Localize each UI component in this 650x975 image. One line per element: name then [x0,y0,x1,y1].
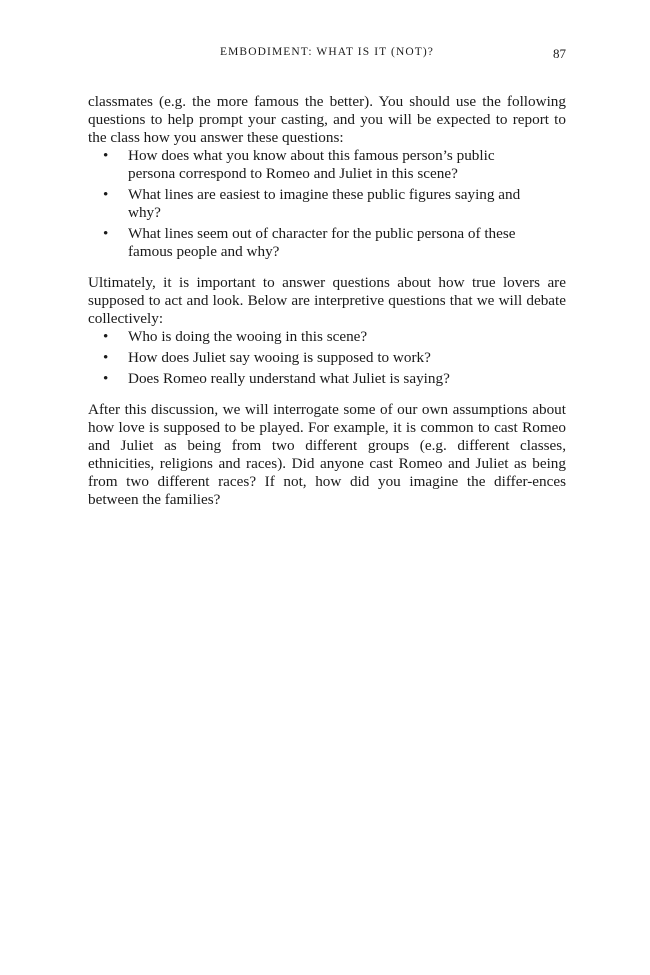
interpretive-questions-list [88,328,566,388]
bullet-icon: • [103,370,109,387]
page-number: 87 [553,46,566,61]
paragraph-assumptions-discussion: After this discussion, we will interrogate some of our own assumptions about how love is supposed to be played. For example, it is common to cast Romeo and Juliet as being from two different groups (e.g. different classes, ethnicities, religions and races). Did anyone cast Romeo and Juliet as being from two different races? If not, how did you imagine the differ-ences between the families? [88,401,566,508]
list-item [88,370,566,388]
list-item-text: How does Juliet say wooing is supposed to work? [128,349,431,366]
page-body [88,93,566,509]
bullet-icon: • [103,225,109,242]
list-item [88,186,566,222]
bullet-icon: • [103,349,109,366]
running-head [88,46,566,64]
bullet-icon: • [103,186,109,203]
paragraph-interpretive-intro: Ultimately, it is important to answer questions about how true lovers are supposed to act and look. Below are interpretive questions that we will debate collectively: [88,274,566,327]
list-item-text: What lines seem out of character for the public persona of these famous people and why? [128,225,516,260]
paragraph-casting-instructions: classmates (e.g. the more famous the better). You should use the following questions to help prompt your casting, and you will be expected to report to the class how you answer these questions: [88,93,566,146]
list-item-text: How does what you know about this famous person’s public persona correspond to Romeo and Juliet in this scene? [128,147,495,182]
list-item [88,147,566,183]
list-item-text: Does Romeo really understand what Juliet is saying? [128,370,450,387]
list-item-text: Who is doing the wooing in this scene? [128,328,368,345]
running-title: EMBODIMENT: WHAT IS IT (NOT)? [219,46,435,58]
bullet-icon: • [103,328,109,345]
list-item [88,328,566,346]
list-item [88,225,566,261]
list-item [88,349,566,367]
casting-questions-list [88,147,566,261]
bullet-icon: • [103,147,109,164]
list-item-text: What lines are easiest to imagine these public figures saying and why? [128,186,521,221]
